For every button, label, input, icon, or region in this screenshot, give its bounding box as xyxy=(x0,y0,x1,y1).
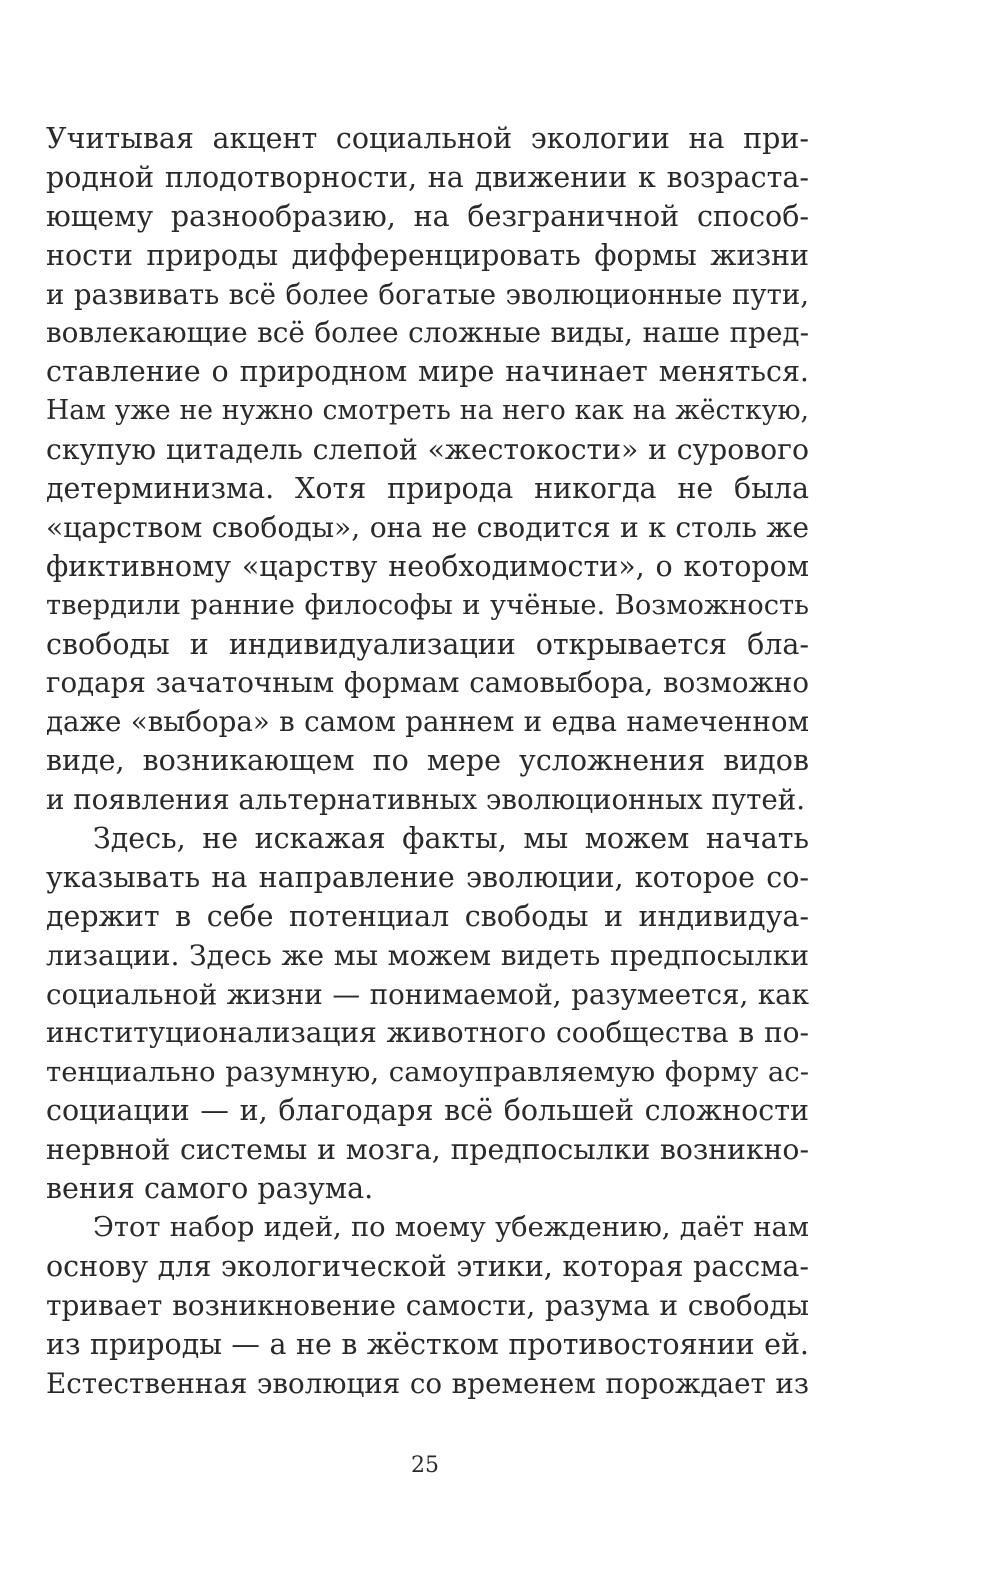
text-line: твердили ранние философы и учёные. Возможность xyxy=(46,589,809,621)
paragraph-2 xyxy=(46,820,809,1209)
text-line: годаря зачаточным формам самовыбора, возможно xyxy=(46,666,809,700)
text-line: вения самого разума. xyxy=(46,1172,374,1206)
text-line: нервной системы и мозга, предпосылки возникно- xyxy=(46,1133,809,1167)
text-line: социальной жизни — понимаемой, разумеется, как xyxy=(46,977,809,1011)
text-line: из природы — а не в жёстком противостоянии ей. xyxy=(46,1327,809,1361)
text-line: даже «выбора» в самом раннем и едва намеченном xyxy=(46,705,809,739)
text-line: детерминизма. Хотя природа никогда не была xyxy=(46,472,809,506)
text-line: виде, возникающем по мере усложнения видов xyxy=(46,744,809,778)
text-line: «царством свободы», она не сводится и к столь же xyxy=(46,510,809,544)
text-line: скупую цитадель слепой «жестокости» и сурового xyxy=(46,433,809,467)
text-line: Нам уже не нужно смотреть на него как на жёсткую, xyxy=(46,395,809,427)
text-line: ности природы дифференцировать формы жизни xyxy=(46,238,809,272)
text-line: свободы и индивидуализации открывается бла- xyxy=(46,627,809,661)
page-number: 25 xyxy=(411,1453,439,1478)
text-line: Естественная эволюция со временем порождает из xyxy=(46,1366,809,1400)
text-line: социации — и, благодаря всё большей сложности xyxy=(46,1094,809,1128)
text-line: тривает возникновение самости, разума и свободы xyxy=(46,1288,809,1322)
text-line: ставление о природном мире начинает меняться. xyxy=(46,355,809,389)
text-line: институционализация животного сообщества в по- xyxy=(46,1016,809,1050)
text-line: основу для экологической этики, которая рассма- xyxy=(46,1249,809,1283)
text-line: родной плодотворности, на движении к возраста- xyxy=(46,160,809,194)
text-line: держит в себе потенциал свободы и индивидуа- xyxy=(46,899,809,933)
text-line: Учитывая акцент социальной экологии на при- xyxy=(46,122,809,155)
text-line: тенциально разумную, самоуправляемую форму ас- xyxy=(46,1056,809,1089)
text-line: и развивать всё более богатые эволюционные пути, xyxy=(46,277,809,311)
text-line: вовлекающие всё более сложные виды, наше пред- xyxy=(46,316,809,350)
text-line: лизации. Здесь же мы можем видеть предпосылки xyxy=(46,938,809,972)
text-line: и появления альтернативных эволюционных путей. xyxy=(46,783,805,817)
text-line: ющему разнообразию, на безграничной способ- xyxy=(46,199,809,233)
paragraph-3 xyxy=(46,1209,809,1403)
text-line: Здесь, не искажая факты, мы можем начать xyxy=(93,822,809,856)
text-line: Этот набор идей, по моему убеждению, даёт нам xyxy=(93,1211,809,1243)
body-text xyxy=(46,120,809,1403)
text-line: указывать на направление эволюции, которое со- xyxy=(46,860,809,894)
paragraph-1 xyxy=(46,120,809,820)
text-line: фиктивному «царству необходимости», о котором xyxy=(46,549,809,583)
